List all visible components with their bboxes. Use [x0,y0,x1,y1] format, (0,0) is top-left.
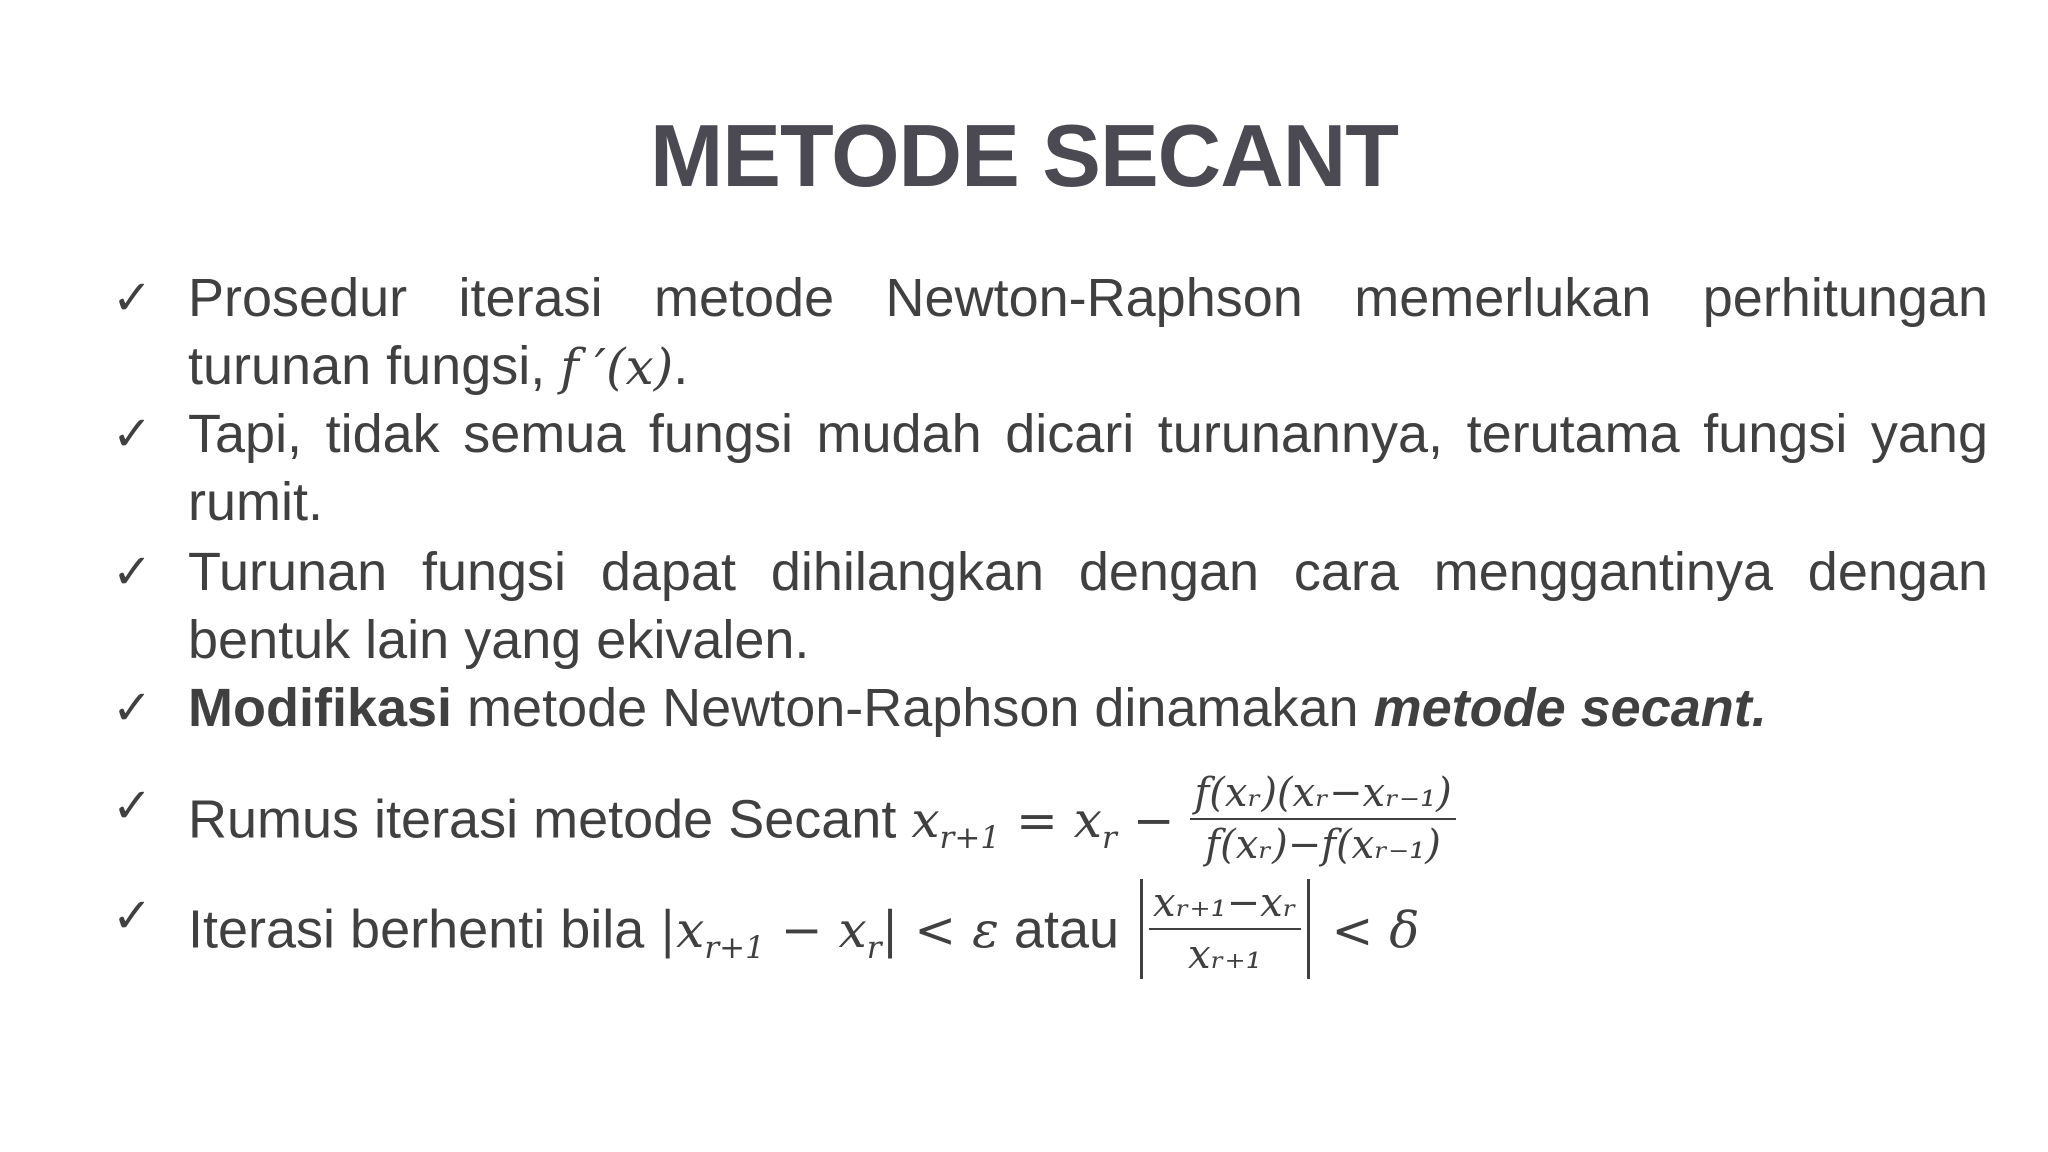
bullet-text: Tapi, tidak semua fungsi mudah dicari turunannya, terutama fungsi yang rumit. [188,404,1988,532]
relative-error-denominator: xᵣ₊₁ [1188,932,1262,978]
checkmark-icon: ✓ [112,406,153,462]
abs-bar-left [1140,879,1143,979]
abs-bar-right [1307,879,1310,979]
minus-sign: − [1116,791,1191,850]
bullet-text-main: Iterasi berhenti bila [188,899,660,960]
bullet-item-1 [112,264,1988,400]
bullet-text [188,264,1988,401]
checkmark-icon: ✓ [112,544,153,600]
relative-error-fraction [1149,878,1301,980]
derivative-expression: f ′(x) [560,338,674,396]
secant-formula-lhs: $x_{r+1}$ [911,791,1001,857]
secant-fraction [1190,768,1455,870]
secant-formula-rhs-x: $x_r$ [1073,791,1117,857]
atau-text: atau [998,899,1135,960]
relative-error-numerator: xᵣ₊₁−xᵣ [1149,878,1301,930]
bullet-item-5 [112,760,1988,870]
checkmark-icon: ✓ [112,778,153,834]
bullet-item-6 [112,870,1988,980]
bullet-text-main: Prosedur iterasi metode Newton-Raphson memerlukan perhitungan turunan fungsi, [188,268,1988,396]
bullet-text [188,882,1988,984]
secant-fraction-denominator: f(xᵣ)−f(xᵣ₋₁) [1205,822,1441,868]
checkmark-icon: ✓ [112,888,153,944]
slide-title: METODE SECANT [649,106,1399,205]
emphasis-bold-italic: metode secant. [1373,678,1767,738]
bullet-item-2 [112,400,1988,536]
bullet-text-end: . [673,336,689,396]
checkmark-icon: ✓ [112,270,153,326]
bullet-text [188,772,1988,874]
bullet-text-main: metode Newton-Raphson dinamakan [452,678,1374,738]
bullet-text [188,674,1988,742]
absolute-difference-expression: $|x_{r+1} - x_r| < \varepsilon$ [659,901,999,967]
checkmark-icon: ✓ [112,680,153,736]
bullet-text: Turunan fungsi dapat dihilangkan dengan cara menggantinya dengan bentuk lain yang ekivalen. [188,542,1988,670]
bullet-text-main: Rumus iterasi metode Secant [188,789,912,850]
bullet-item-4 [112,674,1988,742]
bullet-item-3 [112,538,1988,674]
secant-fraction-numerator: f(xᵣ)(xᵣ−xᵣ₋₁) [1190,768,1455,820]
equals-sign: = [1000,791,1074,850]
delta-comparison: < δ [1315,901,1420,960]
emphasis-bold: Modifikasi [188,678,453,738]
